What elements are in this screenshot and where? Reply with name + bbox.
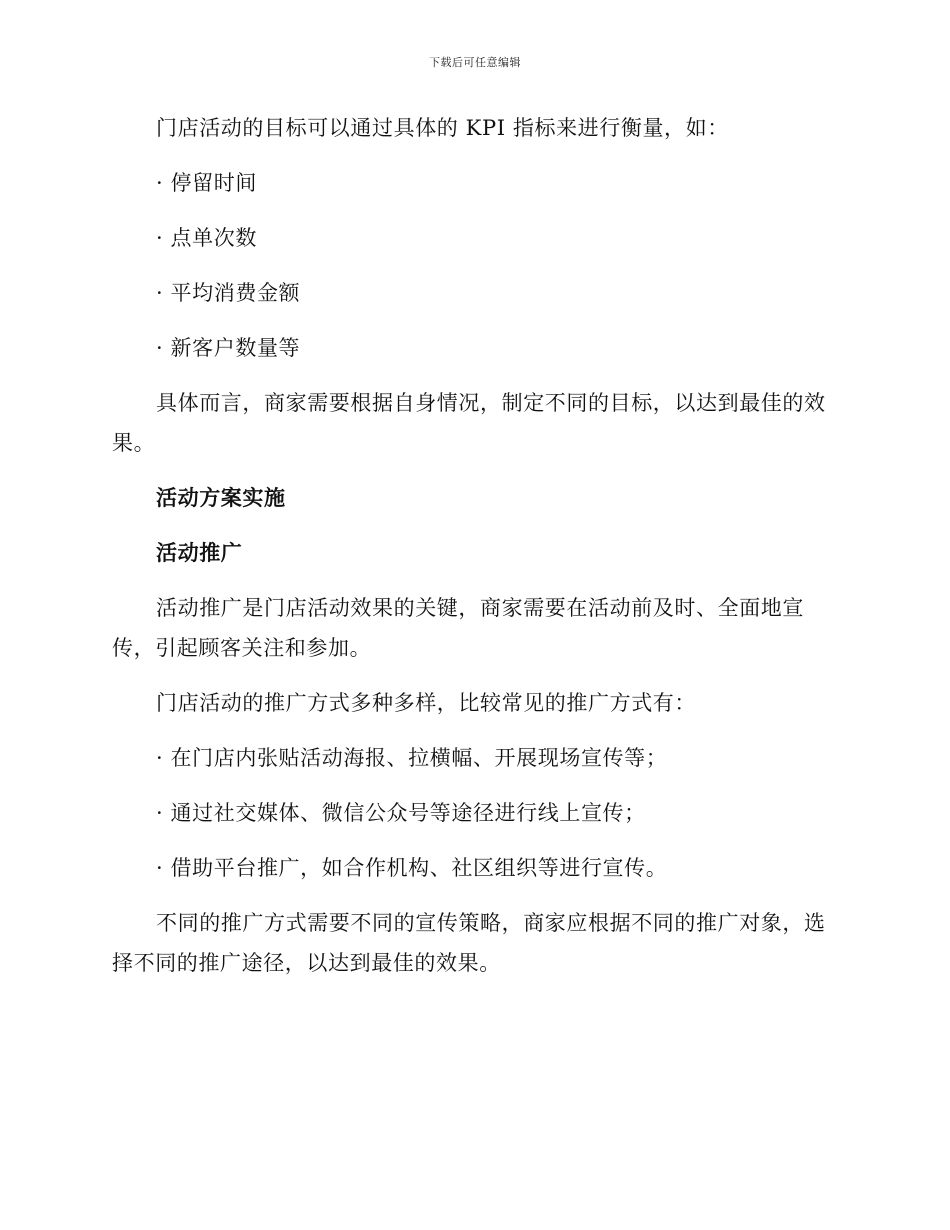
bullet-new-customers: · 新客户数量等 [156, 336, 301, 360]
paragraph-goals-summary: 具体而言，商家需要根据自身情况，制定不同的目标，以达到最佳的效果。 [112, 391, 826, 455]
bullet-platform-promotion: · 借助平台推广，如合作机构、社区组织等进行宣传。 [156, 856, 668, 880]
section-heading-promotion: 活动推广 [156, 541, 243, 565]
bullet-online-promotion: · 通过社交媒体、微信公众号等途径进行线上宣传； [156, 801, 646, 825]
paragraph-kpi-intro: 门店活动的目标可以通过具体的 KPI 指标来进行衡量，如： [156, 116, 729, 140]
header-note: 下载后可任意编辑 [429, 56, 521, 69]
bullet-order-count: · 点单次数 [156, 226, 257, 250]
bullet-in-store-promotion: · 在门店内张贴活动海报、拉横幅、开展现场宣传等； [156, 746, 668, 770]
paragraph-promotion-key: 活动推广是门店活动效果的关键，商家需要在活动前及时、全面地宣传，引起顾客关注和参加。 [112, 596, 804, 660]
bullet-average-spend: · 平均消费金额 [156, 281, 301, 305]
section-heading-implementation: 活动方案实施 [156, 486, 286, 510]
document-body [112, 108, 832, 998]
paragraph-promotion-methods: 门店活动的推广方式多种多样，比较常见的推广方式有： [156, 691, 696, 715]
bullet-dwell-time: · 停留时间 [156, 171, 257, 195]
paragraph-strategy-summary: 不同的推广方式需要不同的宣传策略，商家应根据不同的推广对象，选择不同的推广途径，以达到最佳的效果。 [112, 911, 826, 975]
